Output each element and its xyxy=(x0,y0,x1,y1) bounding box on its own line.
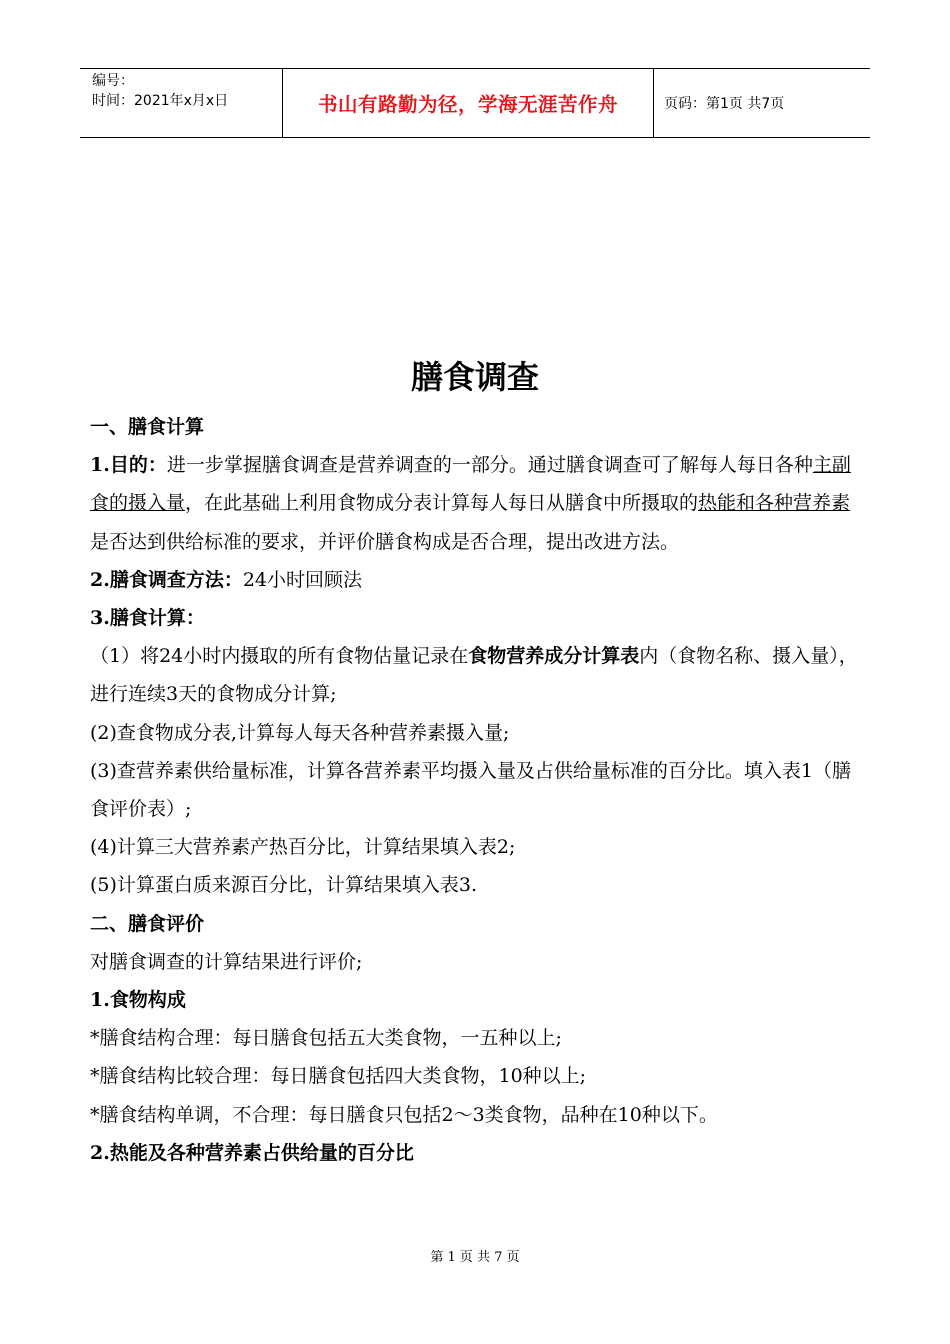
doc-number-label: 编号： xyxy=(92,73,134,89)
page-title: 膳食调查 xyxy=(410,358,539,396)
calc-heading: 3.膳食计算： xyxy=(90,607,205,630)
purpose-paragraph: 1.目的：进一步掌握膳食调查是营养调查的一部分。通过膳食调查可了解每人每日各种主副食的摄入量，在此基础上利用食物成分表计算每人每日从膳食中所摄取的热能和各种营养素是否达到供给标准的要求，并评价膳食构成是否合理，提出改进方法。 xyxy=(90,454,851,553)
header-motto: 书山有路勤为径，学海无涯苦作舟 xyxy=(282,69,654,137)
food-composition-heading: 1.食物构成 xyxy=(90,989,186,1012)
eval-intro: 对膳食调查的计算结果进行评价; xyxy=(90,950,363,973)
food-item-1: *膳食结构合理：每日膳食包括五大类食物，一五种以上; xyxy=(90,1027,562,1050)
doc-time: 时间：2021年x月x日 xyxy=(92,93,229,109)
purpose-label: 1.目的： xyxy=(90,454,167,477)
page-footer: 第 1 页 共 7 页 xyxy=(430,1250,520,1265)
calc-step-2: (2)查食物成分表,计算每人每天各种营养素摄入量; xyxy=(90,721,510,744)
calc-step-1: （1）将24小时内摄取的所有食物估量记录在食物营养成分计算表内（食物名称、摄入量），进行连续3天的食物成分计算; xyxy=(90,645,858,706)
method-label: 2.膳食调查方法： xyxy=(90,568,243,591)
calc-step-5: (5)计算蛋白质来源百分比，计算结果填入表3. xyxy=(90,874,478,897)
header-page-info: 页码：第1页 共7页 xyxy=(664,96,785,112)
energy-heading: 2.热能及各种营养素占供给量的百分比 xyxy=(90,1141,414,1164)
document-body xyxy=(90,408,860,1172)
food-item-2: *膳食结构比较合理：每日膳食包括四大类食物，10种以上; xyxy=(90,1065,587,1088)
calc-step-4: (4)计算三大营养素产热百分比，计算结果填入表2; xyxy=(90,836,516,859)
header-info-cell xyxy=(80,69,282,137)
calc-step-3: (3)查营养素供给量标准，计算各营养素平均摄入量及占供给量标准的百分比。填入表1（膳食评价表）; xyxy=(90,759,852,821)
method-paragraph: 2.膳食调查方法：24小时回顾法 xyxy=(90,568,363,591)
underlined-intake: 主副食的摄入量 xyxy=(90,454,851,515)
underlined-nutrients: 热能和各种营养素 xyxy=(698,492,851,515)
food-item-3: *膳食结构单调，不合理：每日膳食只包括2～3类食物，品种在10种以下。 xyxy=(90,1103,718,1126)
table-name-bold: 食物营养成分计算表 xyxy=(468,645,640,668)
section-heading-calc: 一、膳食计算 xyxy=(90,416,205,438)
page-header xyxy=(80,68,870,138)
section-heading-eval: 二、膳食评价 xyxy=(90,912,205,935)
